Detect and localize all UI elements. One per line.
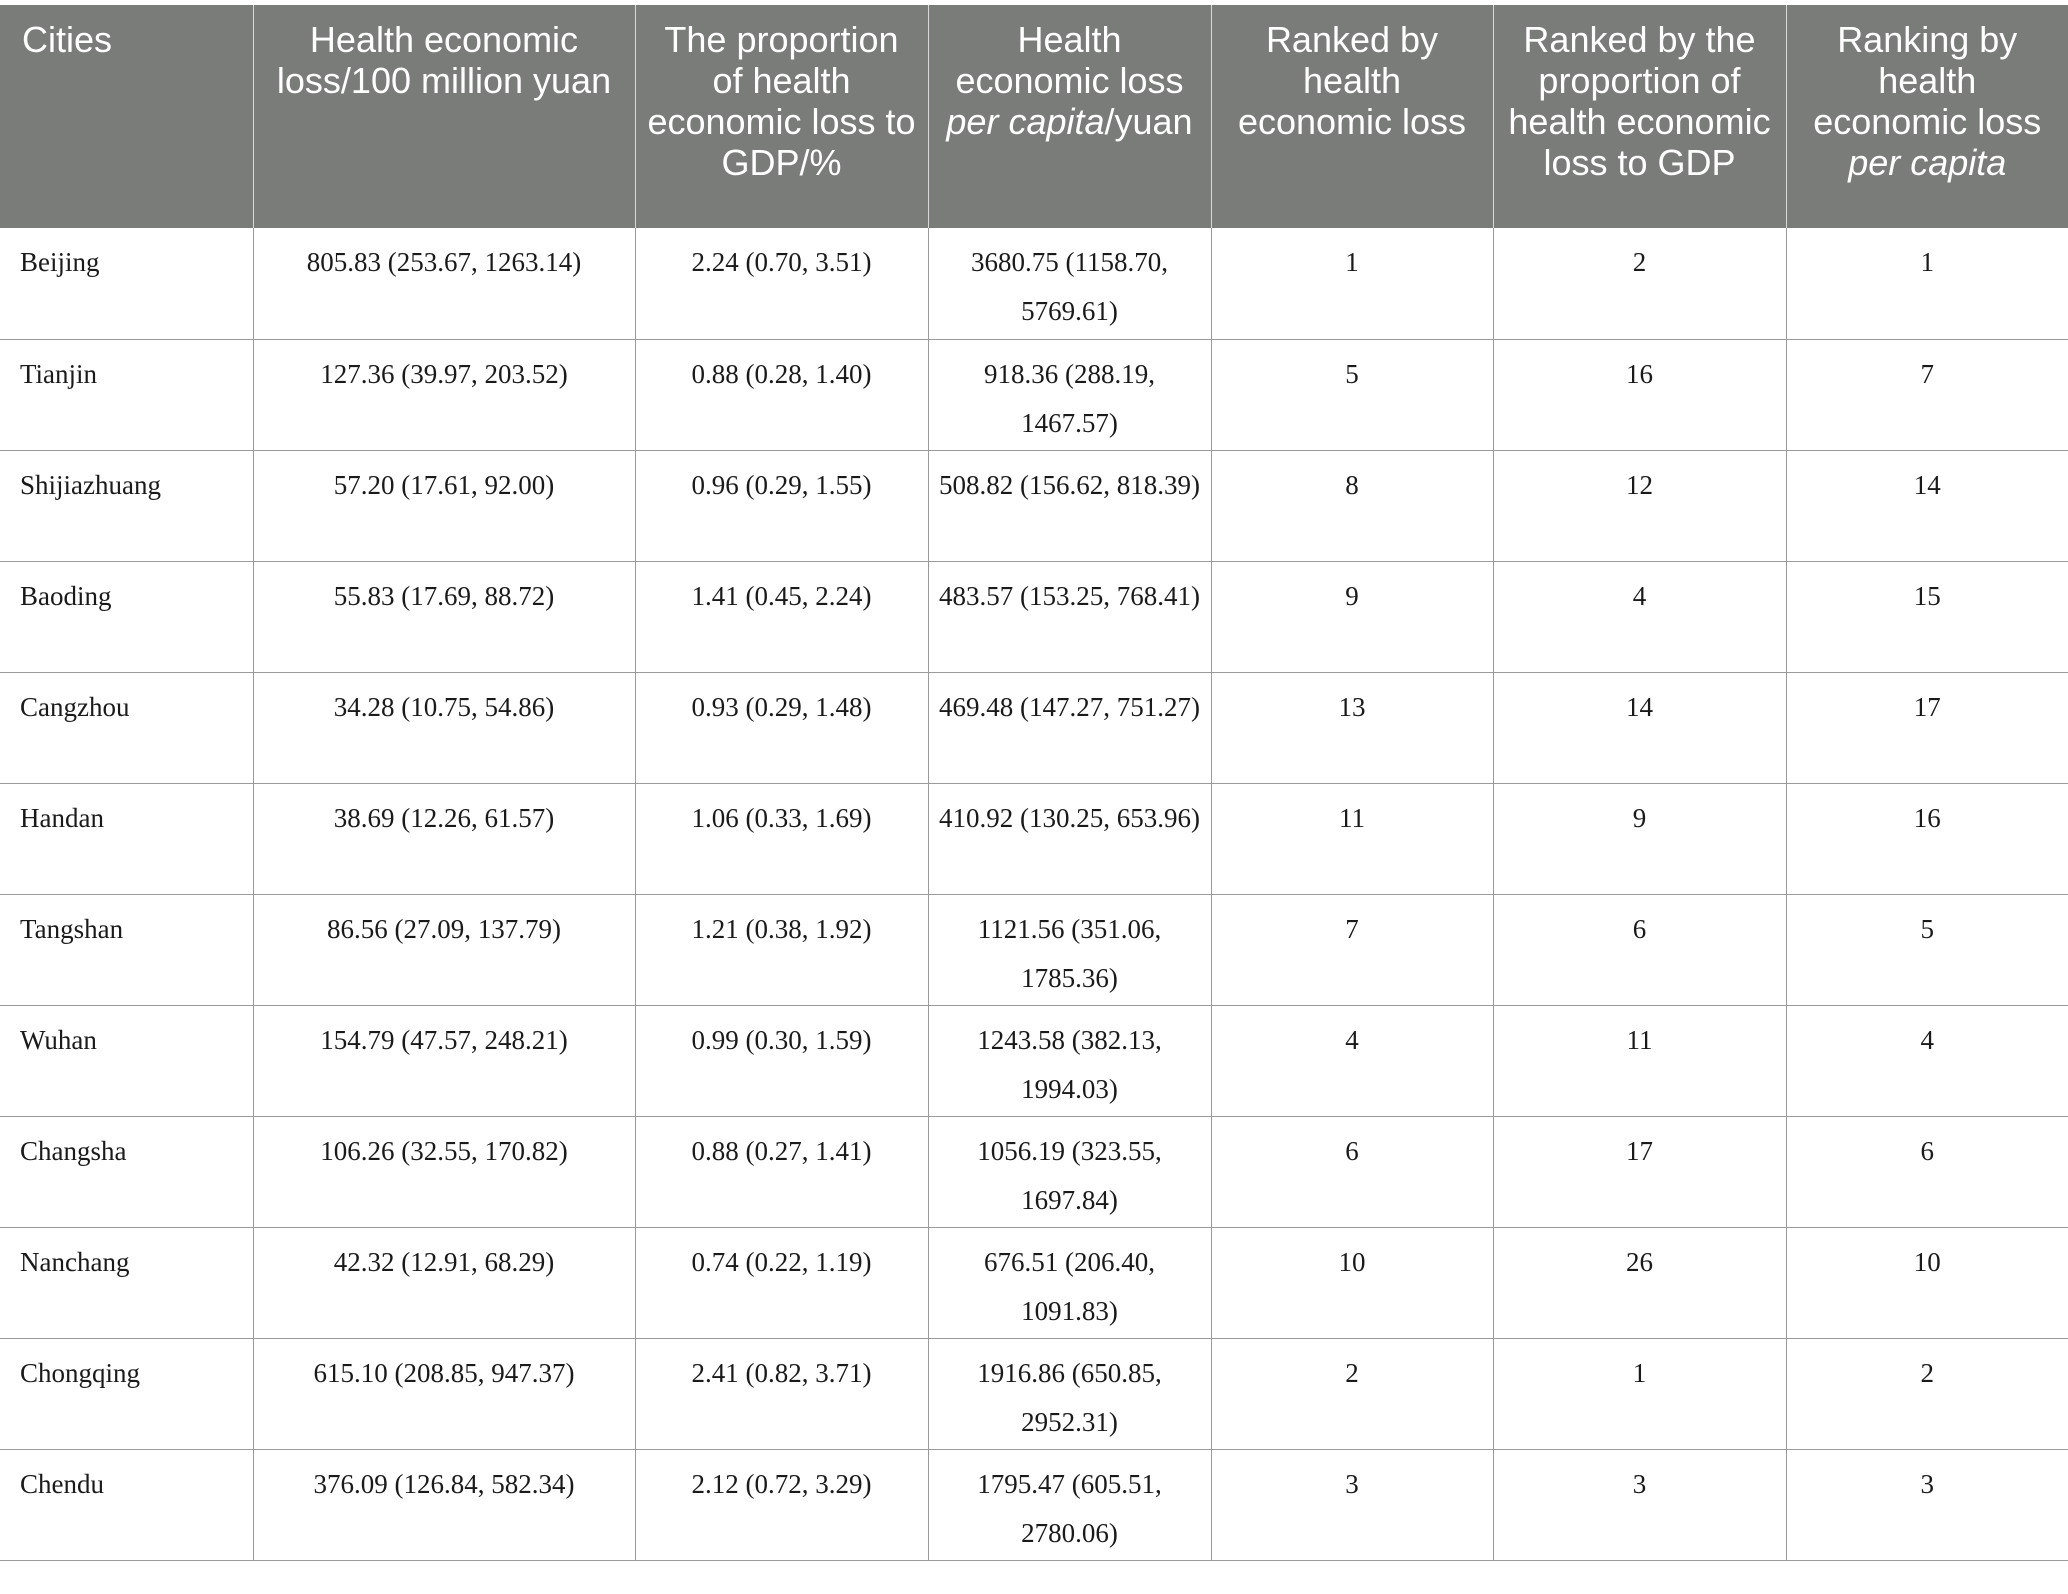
- cell-city: Tianjin: [0, 339, 253, 450]
- cell-rank-by-loss: 6: [1211, 1116, 1493, 1227]
- cell-city: Beijing: [0, 228, 253, 339]
- cell-rank-by-proportion: 9: [1493, 783, 1786, 894]
- table-row: [0, 1005, 2068, 1116]
- cell-loss-per-capita: 1916.86 (650.85, 2952.31): [928, 1338, 1211, 1449]
- table-row: [0, 1116, 2068, 1227]
- cell-rank-by-per-capita: 7: [1786, 339, 2068, 450]
- cell-rank-by-per-capita: 4: [1786, 1005, 2068, 1116]
- cell-proportion-to-gdp: 0.93 (0.29, 1.48): [635, 672, 928, 783]
- cell-loss-per-capita: 469.48 (147.27, 751.27): [928, 672, 1211, 783]
- cell-health-economic-loss: 86.56 (27.09, 137.79): [253, 894, 635, 1005]
- cell-rank-by-proportion: 2: [1493, 228, 1786, 339]
- cell-city: Chongqing: [0, 1338, 253, 1449]
- cell-city: Nanchang: [0, 1227, 253, 1338]
- cell-rank-by-loss: 10: [1211, 1227, 1493, 1338]
- table-row: [0, 1338, 2068, 1449]
- cell-rank-by-proportion: 1: [1493, 1338, 1786, 1449]
- table-row: [0, 228, 2068, 339]
- cell-rank-by-proportion: 6: [1493, 894, 1786, 1005]
- cell-loss-per-capita: 483.57 (153.25, 768.41): [928, 561, 1211, 672]
- cell-rank-by-loss: 13: [1211, 672, 1493, 783]
- table-row: [0, 672, 2068, 783]
- cell-city: Cangzhou: [0, 672, 253, 783]
- cell-proportion-to-gdp: 2.12 (0.72, 3.29): [635, 1449, 928, 1560]
- cell-rank-by-loss: 7: [1211, 894, 1493, 1005]
- cell-rank-by-per-capita: 2: [1786, 1338, 2068, 1449]
- cell-proportion-to-gdp: 0.96 (0.29, 1.55): [635, 450, 928, 561]
- header-loss-per-capita: Health economic loss per capita/yuan: [928, 5, 1211, 228]
- cell-rank-by-per-capita: 6: [1786, 1116, 2068, 1227]
- cell-rank-by-loss: 3: [1211, 1449, 1493, 1560]
- cell-rank-by-loss: 5: [1211, 339, 1493, 450]
- cell-rank-by-loss: 4: [1211, 1005, 1493, 1116]
- cell-health-economic-loss: 34.28 (10.75, 54.86): [253, 672, 635, 783]
- cell-loss-per-capita: 508.82 (156.62, 818.39): [928, 450, 1211, 561]
- table-row: [0, 894, 2068, 1005]
- header-rank-by-per-capita: Ranking by health economic loss per capita: [1786, 5, 2068, 228]
- table-row: [0, 450, 2068, 561]
- cell-proportion-to-gdp: 1.21 (0.38, 1.92): [635, 894, 928, 1005]
- cell-rank-by-proportion: 14: [1493, 672, 1786, 783]
- cell-loss-per-capita: 1121.56 (351.06, 1785.36): [928, 894, 1211, 1005]
- cell-rank-by-per-capita: 5: [1786, 894, 2068, 1005]
- cell-proportion-to-gdp: 0.99 (0.30, 1.59): [635, 1005, 928, 1116]
- cell-health-economic-loss: 615.10 (208.85, 947.37): [253, 1338, 635, 1449]
- cell-health-economic-loss: 106.26 (32.55, 170.82): [253, 1116, 635, 1227]
- header-proportion-to-gdp: The proportion of health economic loss to GDP/%: [635, 5, 928, 228]
- table-row: [0, 561, 2068, 672]
- cell-health-economic-loss: 38.69 (12.26, 61.57): [253, 783, 635, 894]
- cell-city: Baoding: [0, 561, 253, 672]
- cell-city: Shijiazhuang: [0, 450, 253, 561]
- cell-city: Changsha: [0, 1116, 253, 1227]
- cell-rank-by-proportion: 17: [1493, 1116, 1786, 1227]
- table-body: [0, 228, 2068, 1560]
- cell-proportion-to-gdp: 0.74 (0.22, 1.19): [635, 1227, 928, 1338]
- cell-proportion-to-gdp: 1.41 (0.45, 2.24): [635, 561, 928, 672]
- cell-proportion-to-gdp: 2.41 (0.82, 3.71): [635, 1338, 928, 1449]
- cell-health-economic-loss: 57.20 (17.61, 92.00): [253, 450, 635, 561]
- cell-rank-by-loss: 2: [1211, 1338, 1493, 1449]
- cell-loss-per-capita: 918.36 (288.19, 1467.57): [928, 339, 1211, 450]
- cell-rank-by-loss: 1: [1211, 228, 1493, 339]
- table-row: [0, 1449, 2068, 1560]
- cell-loss-per-capita: 3680.75 (1158.70, 5769.61): [928, 228, 1211, 339]
- cell-rank-by-proportion: 4: [1493, 561, 1786, 672]
- cell-city: Chendu: [0, 1449, 253, 1560]
- cell-loss-per-capita: 1243.58 (382.13, 1994.03): [928, 1005, 1211, 1116]
- cell-proportion-to-gdp: 1.06 (0.33, 1.69): [635, 783, 928, 894]
- cell-city: Handan: [0, 783, 253, 894]
- cell-health-economic-loss: 42.32 (12.91, 68.29): [253, 1227, 635, 1338]
- cell-rank-by-per-capita: 1: [1786, 228, 2068, 339]
- cell-health-economic-loss: 154.79 (47.57, 248.21): [253, 1005, 635, 1116]
- cell-loss-per-capita: 410.92 (130.25, 653.96): [928, 783, 1211, 894]
- cell-proportion-to-gdp: 0.88 (0.27, 1.41): [635, 1116, 928, 1227]
- cell-rank-by-per-capita: 16: [1786, 783, 2068, 894]
- cell-rank-by-per-capita: 10: [1786, 1227, 2068, 1338]
- cell-rank-by-per-capita: 15: [1786, 561, 2068, 672]
- header-rank-by-loss: Ranked by health economic loss: [1211, 5, 1493, 228]
- cell-rank-by-proportion: 11: [1493, 1005, 1786, 1116]
- cell-health-economic-loss: 55.83 (17.69, 88.72): [253, 561, 635, 672]
- cell-rank-by-per-capita: 17: [1786, 672, 2068, 783]
- table-row: [0, 783, 2068, 894]
- cell-city: Tangshan: [0, 894, 253, 1005]
- header-rank-by-proportion: Ranked by the proportion of health economic loss to GDP: [1493, 5, 1786, 228]
- cell-rank-by-per-capita: 3: [1786, 1449, 2068, 1560]
- cell-health-economic-loss: 805.83 (253.67, 1263.14): [253, 228, 635, 339]
- table-header: [0, 5, 2068, 228]
- cell-rank-by-proportion: 3: [1493, 1449, 1786, 1560]
- cell-rank-by-per-capita: 14: [1786, 450, 2068, 561]
- cell-health-economic-loss: 127.36 (39.97, 203.52): [253, 339, 635, 450]
- cell-city: Wuhan: [0, 1005, 253, 1116]
- table-row: [0, 1227, 2068, 1338]
- cell-rank-by-proportion: 12: [1493, 450, 1786, 561]
- header-cities: Cities: [0, 5, 253, 228]
- cell-rank-by-loss: 11: [1211, 783, 1493, 894]
- cell-proportion-to-gdp: 2.24 (0.70, 3.51): [635, 228, 928, 339]
- cell-proportion-to-gdp: 0.88 (0.28, 1.40): [635, 339, 928, 450]
- cell-rank-by-loss: 8: [1211, 450, 1493, 561]
- cell-rank-by-proportion: 16: [1493, 339, 1786, 450]
- table-row: [0, 339, 2068, 450]
- cell-health-economic-loss: 376.09 (126.84, 582.34): [253, 1449, 635, 1560]
- data-table: [0, 5, 2068, 1561]
- cell-rank-by-proportion: 26: [1493, 1227, 1786, 1338]
- header-health-economic-loss: Health economic loss/100 million yuan: [253, 5, 635, 228]
- cell-loss-per-capita: 1795.47 (605.51, 2780.06): [928, 1449, 1211, 1560]
- cell-loss-per-capita: 1056.19 (323.55, 1697.84): [928, 1116, 1211, 1227]
- cell-rank-by-loss: 9: [1211, 561, 1493, 672]
- cell-loss-per-capita: 676.51 (206.40, 1091.83): [928, 1227, 1211, 1338]
